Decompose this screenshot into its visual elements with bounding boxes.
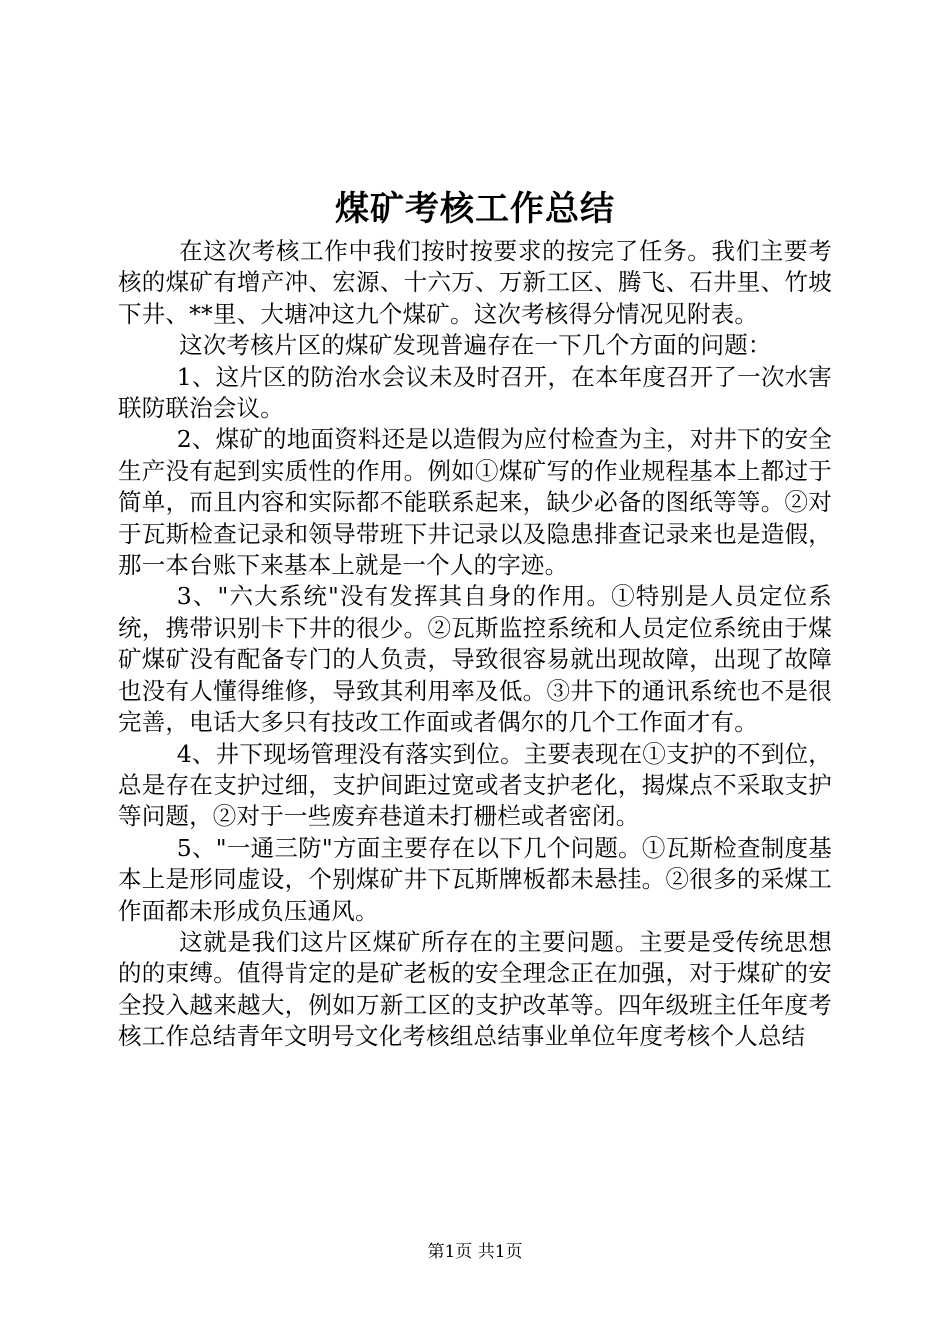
paragraph-item-2: 2、煤矿的地面资料还是以造假为应付检查为主，对井下的安全生产没有起到实质性的作用。例如①煤矿写的作业规程基本上都过于简单，而且内容和实际都不能联系起来，缺少必备的图纸等等。②对于瓦斯检查记录和领导带班下井记录以及隐患排查记录来也是造假，那一本台账下来基本上就是一个人的字迹。 <box>118 425 832 580</box>
paragraph-problems-lead: 这次考核片区的煤矿发现普遍存在一下几个方面的问题： <box>179 331 772 360</box>
paragraph-item-3: 3、"六大系统"没有发挥其自身的作用。①特别是人员定位系统，携带识别卡下井的很少。②瓦斯监控系统和人员定位系统由于煤矿煤矿没有配备专门的人负责，导致很容易就出现故障，出现了故障也没有人懂得维修，导致其利用率及低。③井下的通讯系统也不是很完善，电话大多只有技改工作面或者偶尔的几个工作面才有。 <box>118 582 832 737</box>
paragraph-item-4: 4、井下现场管理没有落实到位。主要表现在①支护的不到位，总是存在支护过细，支护间距过宽或者支护老化，揭煤点不采取支护等问题，②对于一些废弃巷道未打栅栏或者密闭。 <box>118 739 832 831</box>
paragraph-item-5: 5、"一通三防"方面主要存在以下几个问题。①瓦斯检查制度基本上是形同虚设，个别煤矿井下瓦斯牌板都未悬挂。②很多的采煤工作面都未形成负压通风。 <box>118 833 832 925</box>
paragraph-item-1: 1、这片区的防治水会议未及时召开，在本年度召开了一次水害联防联治会议。 <box>118 362 832 423</box>
document-body <box>118 236 832 1053</box>
paragraph-intro: 在这次考核工作中我们按时按要求的按完了任务。我们主要考核的煤矿有增产冲、宏源、十六万、万新工区、腾飞、石井里、竹坡下井、**里、大塘冲这九个煤矿。这次考核得分情况见附表。 <box>118 237 832 328</box>
document-title: 煤矿考核工作总结 <box>335 189 615 229</box>
paragraph-conclusion: 这就是我们这片区煤矿所存在的主要问题。主要是受传统思想的的束缚。值得肯定的是矿老板的安全理念正在加强，对于煤矿的安全投入越来越大，例如万新工区的支护改革等。四年级班主任年度考核工作总结青年文明号文化考核组总结事业单位年度考核个人总结 <box>118 927 832 1051</box>
page-footer: 第1页 共1页 <box>427 1242 523 1262</box>
